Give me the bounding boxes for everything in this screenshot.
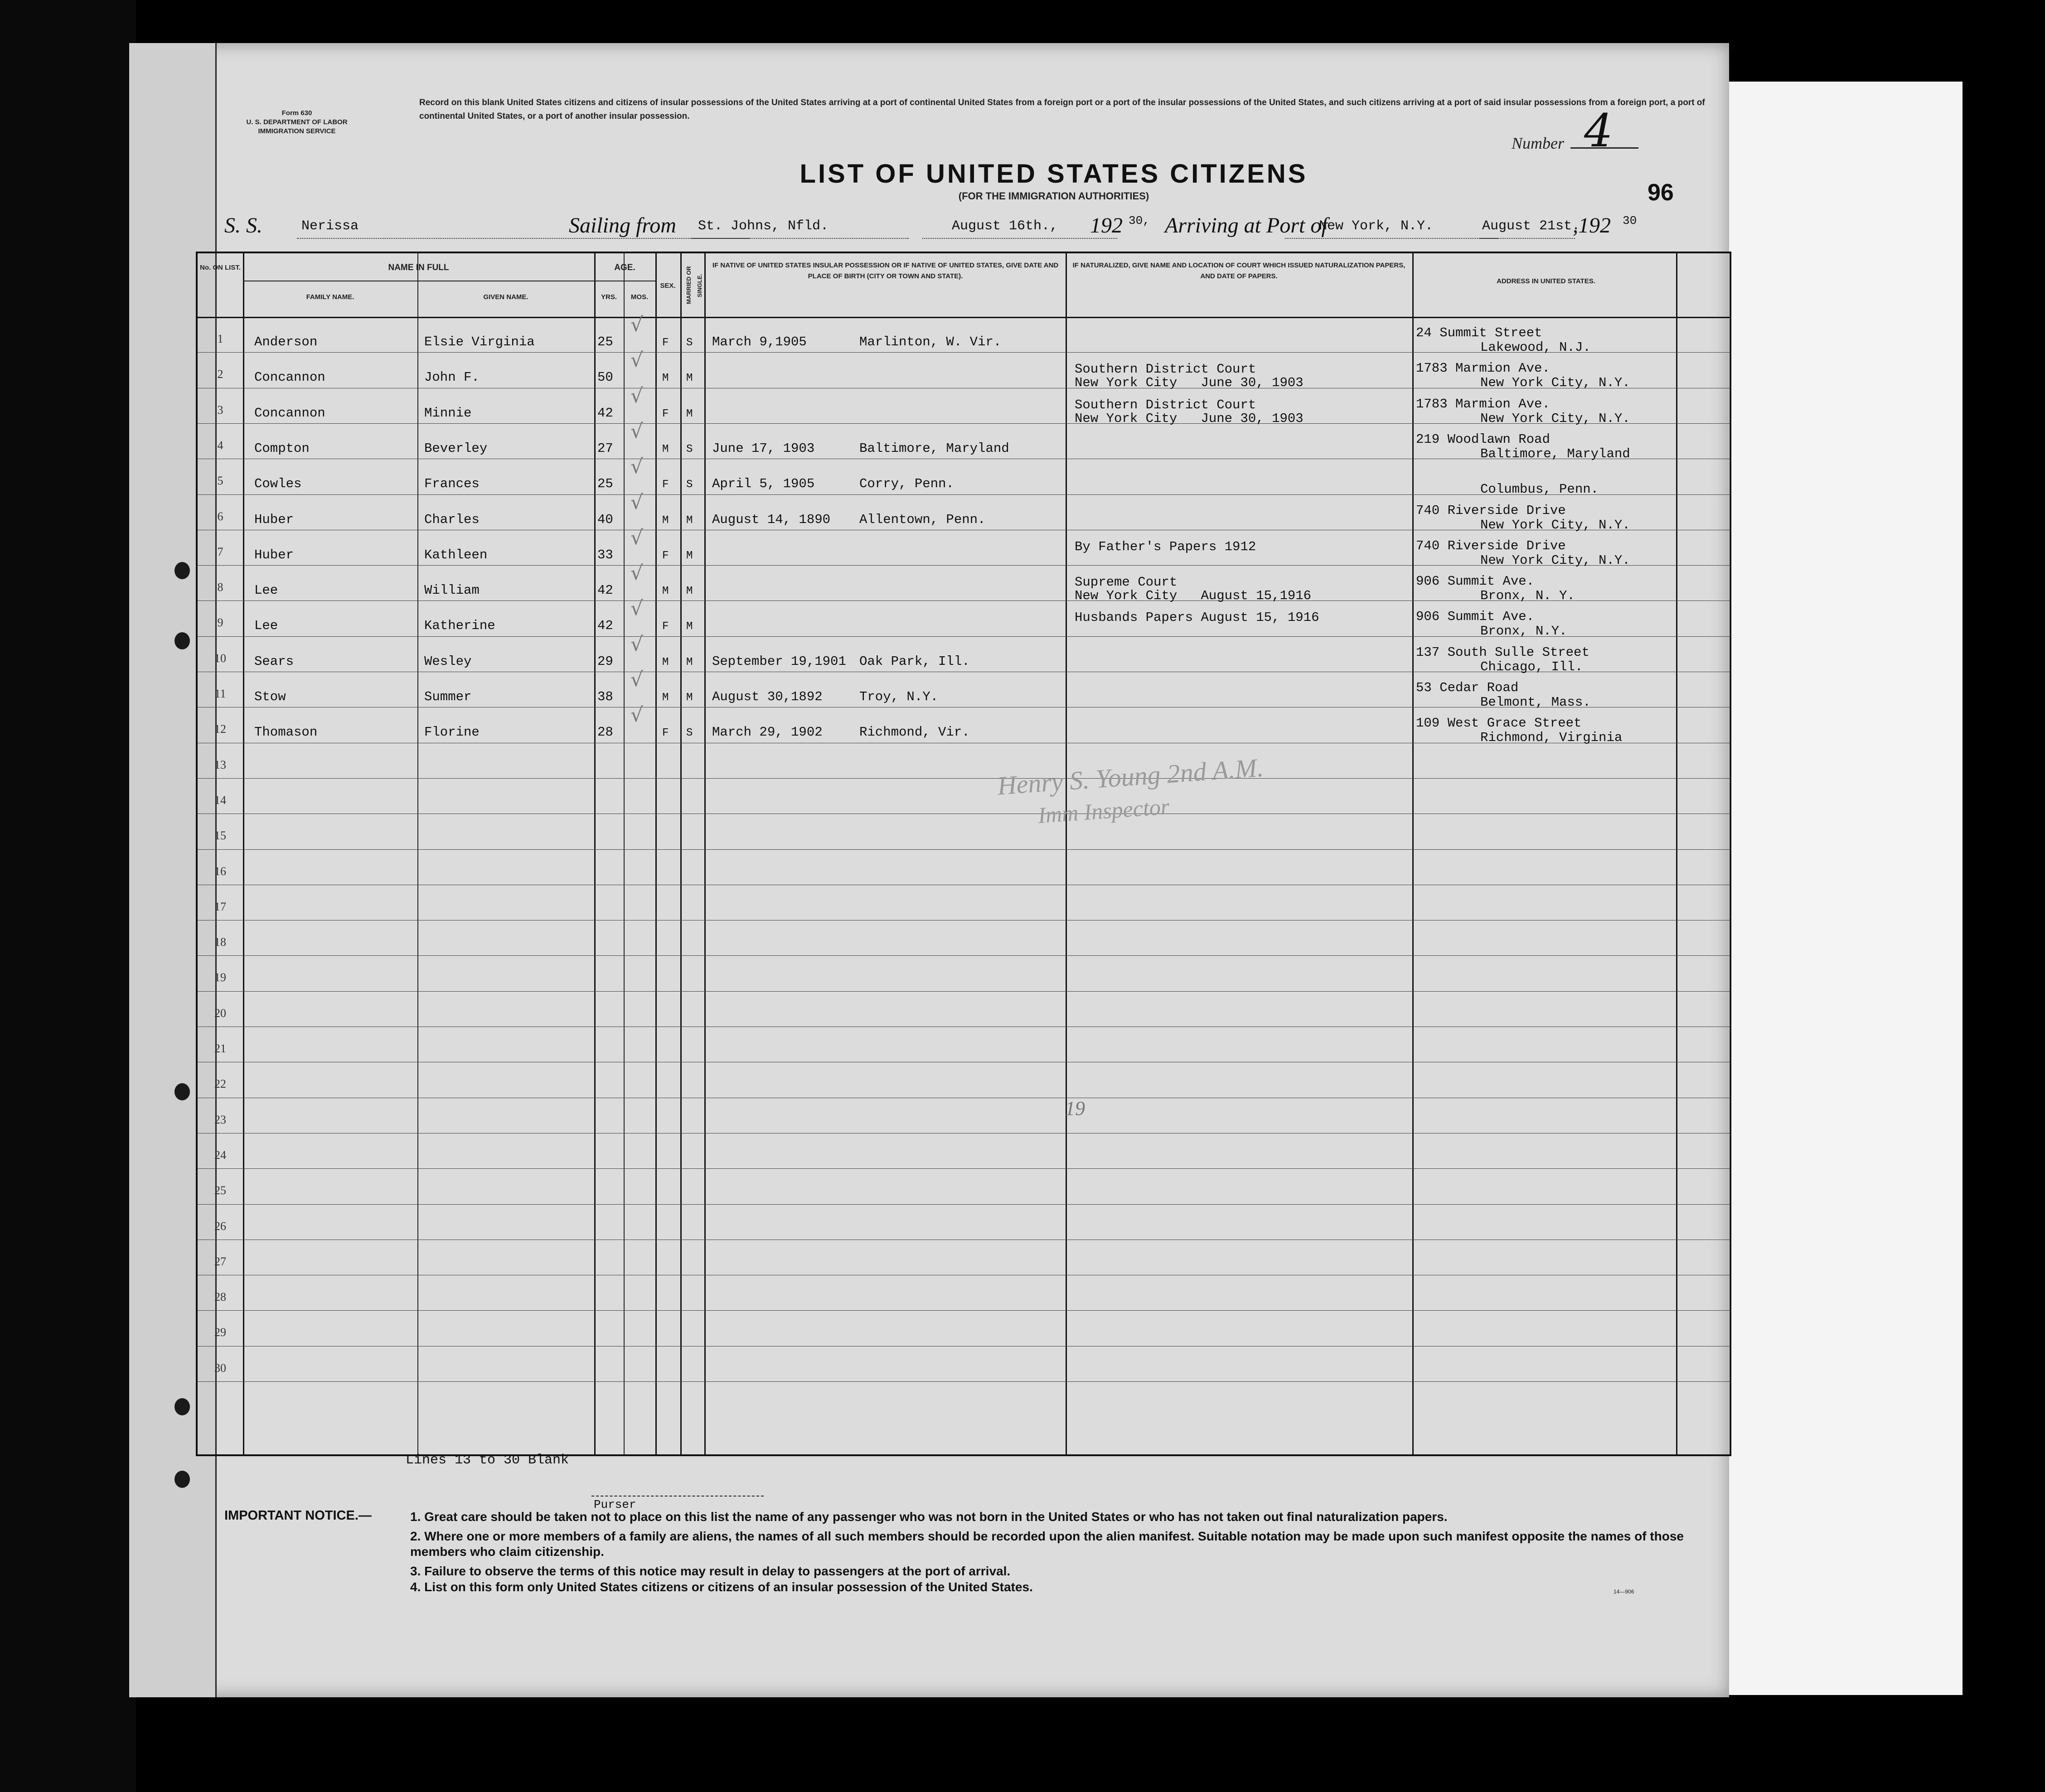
family-name-cell: Huber	[254, 547, 294, 562]
marital-status-cell: M	[686, 372, 693, 385]
birth-date-cell: April 5, 1905	[712, 476, 815, 492]
address-line-1: 906 Summit Ave.	[1416, 609, 1535, 625]
address-line-2: Baltimore, Maryland	[1480, 446, 1630, 461]
binding-hole	[174, 562, 190, 579]
address-line-1: 109 West Grace Street	[1416, 716, 1582, 731]
birth-place-cell: Oak Park, Ill.	[859, 654, 970, 669]
year-label-1: 192	[1090, 213, 1123, 237]
notice-item-3: 3. Failure to observe the terms of this notice may result in delay to passengers at the port of arrival.	[410, 1564, 1011, 1578]
family-name-cell: Concannon	[254, 370, 325, 385]
marital-status-cell: M	[686, 692, 693, 704]
address-line-1: 740 Riverside Drive	[1416, 538, 1566, 553]
address-line-2: Chicago, Ill.	[1480, 659, 1583, 674]
checkmark-icon: √	[630, 313, 644, 336]
birth-date-cell: March 9,1905	[712, 334, 807, 349]
sex-cell: F	[662, 479, 669, 491]
row-number: 23	[214, 1113, 226, 1126]
marital-status-cell: M	[686, 407, 693, 420]
page-margin-right	[1729, 82, 1963, 1695]
given-name-cell: Wesley	[424, 654, 472, 669]
ship-underline	[297, 238, 750, 239]
row-number: 29	[214, 1326, 226, 1339]
row-number: 11	[214, 687, 226, 700]
given-name-cell: William	[424, 583, 480, 598]
address-line-2: New York City, N.Y.	[1480, 375, 1630, 391]
arrival-port: New York, N.Y.	[1319, 218, 1434, 234]
given-name-header: GIVEN NAME.	[483, 293, 528, 301]
address-line-1: 740 Riverside Drive	[1416, 503, 1566, 518]
given-name-cell: Elsie Virginia	[424, 334, 535, 349]
sailing-from-port: St. Johns, Nfld.	[698, 218, 829, 234]
address-line-2: Lakewood, N.J.	[1480, 340, 1591, 355]
sailing-from-underline	[691, 238, 909, 239]
family-name-cell: Thomason	[254, 725, 318, 740]
col-divider	[624, 253, 625, 1454]
notice-title: IMPORTANT NOTICE.—	[224, 1508, 372, 1523]
scan-background	[0, 0, 136, 1792]
arrival-date-underline	[1480, 238, 1575, 239]
address-line-1: 137 South Sulle Street	[1416, 644, 1589, 660]
marital-status-cell: S	[686, 337, 693, 349]
marital-status-cell: S	[686, 443, 693, 455]
row-number: 7	[217, 545, 223, 558]
row-rule	[198, 955, 1730, 956]
birth-date-cell: August 30,1892	[712, 689, 823, 704]
given-name-cell: Minnie	[424, 405, 472, 421]
given-name-cell: Frances	[424, 476, 480, 492]
age-years-cell: 25	[597, 334, 613, 349]
row-number: 17	[214, 900, 226, 913]
address-line-2: Belmont, Mass.	[1480, 695, 1591, 710]
row-number: 8	[217, 581, 223, 594]
row-rule	[198, 1381, 1730, 1382]
departure-date: August 16th.,	[952, 218, 1058, 234]
purser-label: Purser	[594, 1498, 636, 1511]
age-years-cell: 28	[597, 725, 613, 740]
marital-status-cell: M	[686, 585, 693, 598]
birth-place-cell: Troy, N.Y.	[859, 689, 939, 704]
no-on-list-header: No. ON LIST.	[200, 264, 241, 271]
notice-item-2: 2. Where one or more members of a family are aliens, the names of all such members should be recorded upon the alien manifest. Suitable notation may be made upon such manifest opposite the names of those members who claim citizenship.	[410, 1529, 1684, 1559]
naturalization-line-1: Supreme Court	[1075, 575, 1178, 590]
inspector-title: Imm Inspector	[1037, 793, 1170, 828]
sex-cell: M	[662, 514, 669, 527]
sailing-from-label: Sailing from	[569, 213, 676, 237]
form-number: Form 630	[281, 109, 312, 117]
sex-cell: M	[662, 372, 669, 385]
age-years-cell: 38	[597, 689, 613, 704]
given-name-cell: Katherine	[424, 618, 495, 634]
age-years-cell: 25	[597, 476, 613, 492]
year-value-1: 30,	[1129, 214, 1150, 228]
checkmark-icon: √	[630, 703, 644, 727]
family-name-cell: Sears	[254, 654, 294, 669]
binding-hole	[174, 1471, 190, 1488]
row-number: 2	[217, 368, 223, 381]
birth-place-cell: Baltimore, Maryland	[859, 441, 1009, 456]
binding-hole	[174, 1083, 190, 1100]
age-years-cell: 33	[597, 547, 613, 562]
age-header: AGE.	[614, 263, 635, 272]
row-number: 15	[214, 829, 226, 843]
passenger-table	[196, 252, 1731, 1456]
row-number: 28	[214, 1290, 226, 1304]
family-name-cell: Lee	[254, 583, 278, 598]
address-line-2: New York City, N.Y.	[1480, 411, 1630, 426]
department-name: U. S. DEPARTMENT OF LABOR	[246, 118, 348, 126]
record-instruction: Record on this blank United States citizens and citizens of insular possessions of the United States arriving at a port of continental United States from a foreign port or a port of the insular possessions of the United States, and such citizens arriving at a port of said insular possessions from a foreign port, a port of continental United States, or a port of another insular possession.	[419, 98, 1705, 121]
family-name-cell: Cowles	[254, 476, 302, 492]
birth-date-cell: September 19,1901	[712, 654, 846, 669]
row-number: 10	[214, 651, 226, 665]
checkmark-icon: √	[630, 632, 644, 656]
row-number: 25	[214, 1184, 226, 1197]
age-years-cell: 42	[597, 583, 613, 598]
row-rule	[198, 1168, 1730, 1169]
naturalization-line-1: Husbands Papers August 15, 1916	[1075, 610, 1319, 625]
col-divider	[1412, 253, 1414, 1454]
address-line-2: New York City, N.Y.	[1480, 552, 1630, 568]
ss-label: S. S.	[224, 213, 262, 237]
col-divider	[704, 253, 706, 1454]
row-number: 6	[217, 509, 223, 523]
col-divider	[1066, 253, 1067, 1454]
checkmark-icon: √	[630, 419, 644, 443]
page-subtitle: (FOR THE IMMIGRATION AUTHORITIES)	[958, 190, 1149, 202]
binding-hole	[174, 1398, 190, 1415]
row-number: 30	[214, 1361, 226, 1375]
birth-date-cell: August 14, 1890	[712, 512, 831, 527]
year-value-2: 30	[1623, 214, 1637, 228]
address-line-2: New York City, N.Y.	[1480, 517, 1630, 533]
sex-cell: M	[662, 585, 669, 598]
form-footer	[215, 1453, 1729, 1634]
row-number: 26	[214, 1219, 226, 1233]
age-years-cell: 29	[597, 654, 613, 669]
arriving-label: Arriving at Port of	[1165, 213, 1328, 237]
inspector-signature: Henry S. Young 2nd A.M.	[996, 752, 1265, 801]
page-number: 96	[1648, 179, 1674, 206]
header-rule	[198, 317, 1730, 318]
family-name-cell: Huber	[254, 512, 294, 527]
sex-cell: F	[662, 727, 669, 740]
yrs-header: YRS.	[601, 293, 617, 301]
lines-blank-note: Lines 13 to 30 Blank	[406, 1453, 569, 1468]
address-line-2: Richmond, Virginia	[1480, 730, 1623, 746]
row-number: 12	[214, 722, 226, 736]
birth-date-cell: June 17, 1903	[712, 441, 815, 456]
row-rule	[198, 778, 1730, 779]
checkmark-icon: √	[630, 384, 644, 407]
birth-place-cell: Allentown, Penn.	[859, 512, 986, 527]
age-years-cell: 42	[597, 618, 613, 634]
given-name-cell: Kathleen	[424, 547, 488, 562]
marital-status-cell: M	[686, 620, 693, 633]
family-name-cell: Compton	[254, 441, 310, 456]
given-name-cell: Beverley	[424, 441, 488, 456]
row-rule	[198, 1310, 1730, 1311]
form-id	[215, 109, 378, 136]
col-divider	[594, 253, 596, 1454]
checkmark-icon: √	[630, 597, 644, 620]
marital-status-cell: S	[686, 479, 693, 491]
sex-cell: M	[662, 443, 669, 455]
binding-hole	[174, 632, 190, 649]
family-name-cell: Stow	[254, 689, 286, 704]
mos-header: MOS.	[630, 293, 649, 301]
birth-place-cell: Richmond, Vir.	[859, 725, 970, 740]
birth-place-cell: Marlinton, W. Vir.	[859, 334, 1002, 349]
naturalization-line-1: Southern District Court	[1075, 362, 1256, 377]
naturalization-line-2: New York City June 30, 1903	[1075, 411, 1304, 426]
address-line-1: 53 Cedar Road	[1416, 680, 1519, 695]
address-header: ADDRESS IN UNITED STATES.	[1497, 277, 1595, 285]
address-line-1: 1783 Marmion Ave.	[1416, 361, 1550, 376]
naturalization-line-1: By Father's Papers 1912	[1075, 539, 1256, 554]
col-divider	[417, 253, 418, 1454]
departure-underline	[922, 238, 1117, 239]
row-number: 9	[217, 616, 223, 630]
form-header	[215, 63, 1729, 227]
marital-status-cell: M	[686, 656, 693, 668]
age-years-cell: 50	[597, 370, 613, 385]
naturalization-header: IF NATURALIZED, GIVE NAME AND LOCATION OF COURT WHICH ISSUED NATURALIZATION PAPERS, AND DATE OF PAPERS.	[1072, 262, 1405, 280]
col-divider	[1676, 253, 1677, 1454]
checkmark-icon: √	[630, 526, 644, 549]
birth-date-cell: March 29, 1902	[712, 725, 823, 740]
address-line-2: Bronx, N. Y.	[1480, 588, 1575, 604]
ship-name: Nerissa	[301, 218, 359, 234]
family-name-cell: Lee	[254, 618, 278, 634]
checkmark-icon: √	[630, 455, 644, 479]
arrival-date: August 21st.	[1482, 218, 1580, 234]
birth-place-cell: Corry, Penn.	[859, 476, 954, 492]
checkmark-icon: √	[630, 349, 644, 372]
pencil-mark: 19	[1065, 1097, 1085, 1119]
sex-cell: F	[662, 549, 669, 562]
address-line-1: 219 Woodlawn Road	[1416, 431, 1550, 447]
checkmark-icon: √	[630, 668, 644, 691]
row-number: 3	[217, 403, 223, 417]
sex-cell: F	[662, 620, 669, 633]
form-code: 14—906	[1614, 1589, 1634, 1595]
row-rule	[198, 849, 1730, 850]
row-number: 13	[214, 758, 226, 771]
age-years-cell: 42	[597, 405, 613, 421]
row-number: 19	[214, 971, 226, 984]
marital-status-cell: M	[686, 514, 693, 527]
naturalization-line-1: Southern District Court	[1075, 397, 1256, 412]
notice-item-1: 1. Great care should be taken not to place on this list the name of any passenger who was not born in the United States or who has not taken out final naturalization papers.	[410, 1510, 1448, 1524]
sex-cell: F	[662, 407, 669, 420]
row-number: 21	[214, 1042, 226, 1055]
row-number: 1	[217, 332, 223, 345]
row-number: 27	[214, 1254, 226, 1268]
given-name-cell: John F.	[424, 370, 480, 385]
notice-item-4: 4. List on this form only United States citizens or citizens of an insular possession of the United States.	[410, 1580, 1033, 1594]
given-name-cell: Summer	[424, 689, 472, 704]
sex-cell: M	[662, 692, 669, 704]
row-number: 16	[214, 864, 226, 878]
address-line-2: Bronx, N.Y.	[1480, 624, 1567, 639]
row-rule	[198, 991, 1730, 992]
col-divider	[243, 253, 244, 1454]
col-divider	[655, 253, 657, 1454]
sex-cell: F	[662, 337, 669, 349]
address-line-2: Columbus, Penn.	[1480, 482, 1599, 497]
address-line-1: 24 Summit Street	[1416, 325, 1542, 340]
family-name-cell: Anderson	[254, 334, 318, 349]
row-number: 20	[214, 1006, 226, 1020]
birth-header: IF NATIVE OF UNITED STATES INSULAR POSSESSION OR IF NATIVE OF UNITED STATES, GIVE DATE AND PLACE OF BIRTH (CITY OR TOWN AND STATE).	[712, 262, 1059, 280]
number-label: Number	[1512, 134, 1564, 152]
page-title: LIST OF UNITED STATES CITIZENS	[800, 159, 1308, 189]
name-in-full-header: NAME IN FULL	[388, 263, 449, 272]
marital-status-cell: M	[686, 549, 693, 562]
age-years-cell: 40	[597, 512, 613, 527]
sex-header: SEX.	[660, 282, 676, 290]
given-name-cell: Charles	[424, 512, 480, 527]
age-years-cell: 27	[597, 441, 613, 456]
family-name-cell: Concannon	[254, 405, 325, 421]
year-label-2: ,192	[1573, 213, 1611, 237]
checkmark-icon: √	[630, 490, 644, 514]
address-line-1: 906 Summit Ave.	[1416, 574, 1535, 589]
marital-status-cell: S	[686, 727, 693, 740]
naturalization-line-2: New York City August 15,1916	[1075, 588, 1312, 604]
given-name-cell: Florine	[424, 725, 480, 740]
family-name-header: FAMILY NAME.	[306, 293, 354, 301]
naturalization-line-2: New York City June 30, 1903	[1075, 375, 1304, 391]
sex-cell: M	[662, 656, 669, 668]
row-number: 4	[217, 438, 223, 452]
list-number: 4	[1584, 104, 1613, 157]
married-single-header: MARRIED OR SINGLE.	[685, 266, 703, 305]
row-number: 24	[214, 1148, 226, 1162]
row-rule	[198, 1204, 1730, 1205]
purser-signature-line	[591, 1496, 764, 1497]
row-number: 22	[214, 1077, 226, 1091]
checkmark-icon: √	[630, 562, 644, 585]
service-name: IMMIGRATION SERVICE	[258, 127, 336, 135]
address-line-1: 1783 Marmion Ave.	[1416, 396, 1550, 412]
voyage-line	[215, 208, 1729, 245]
arrival-port-underline	[1285, 238, 1498, 239]
row-number: 5	[217, 474, 223, 488]
row-number: 14	[214, 793, 226, 807]
col-divider	[680, 253, 682, 1454]
row-number: 18	[214, 935, 226, 949]
